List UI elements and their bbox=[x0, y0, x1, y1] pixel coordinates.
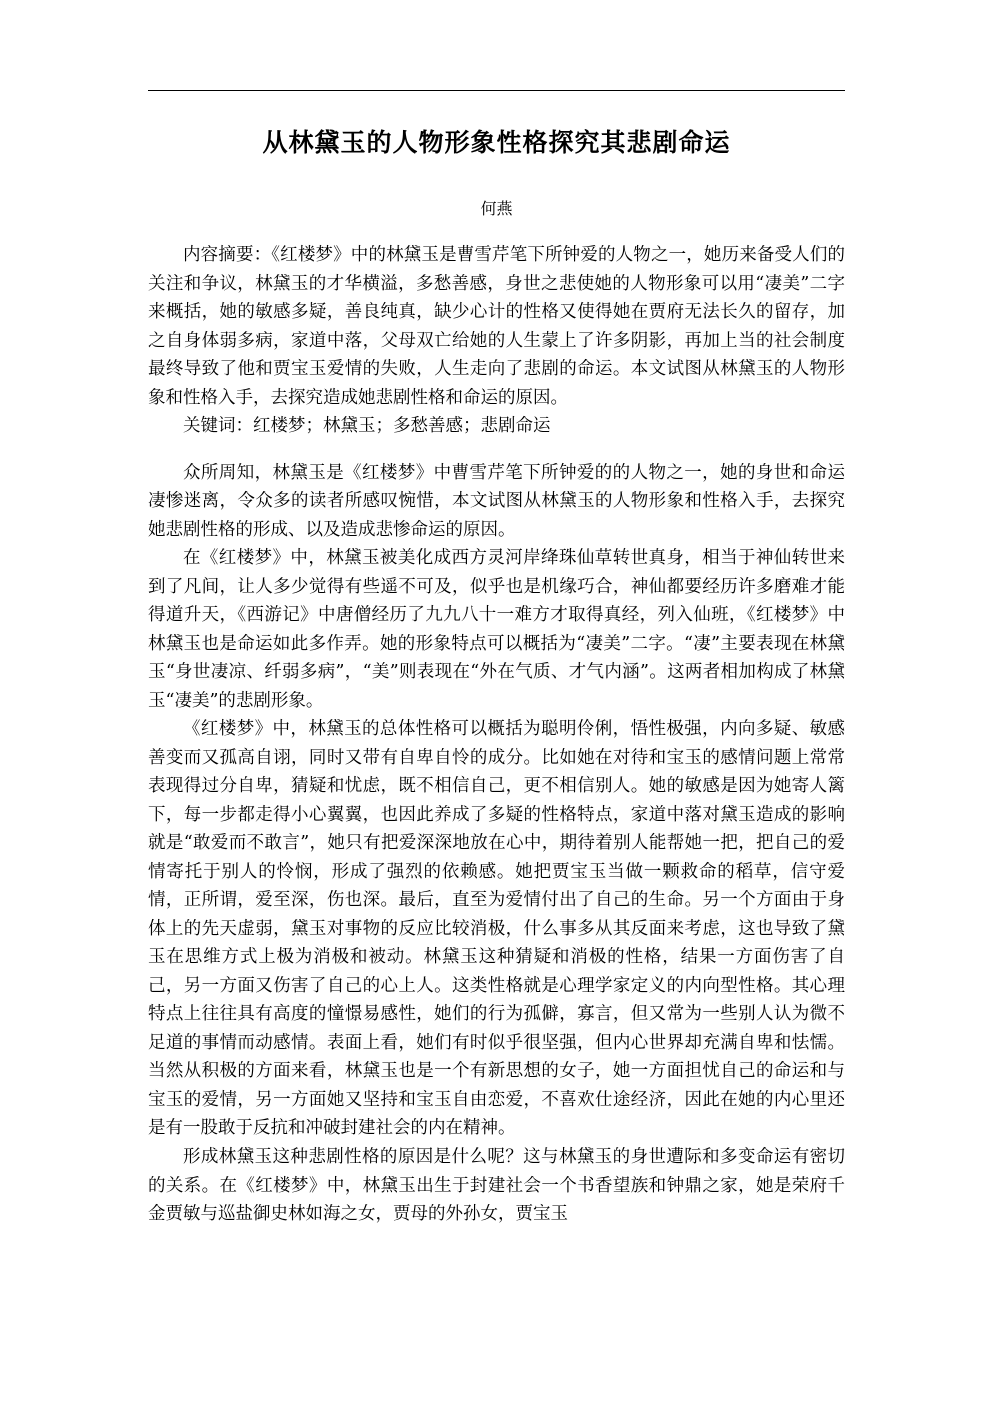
body-paragraph: 众所周知，林黛玉是《红楼梦》中曹雪芹笔下所钟爱的的人物之一，她的身世和命运凄惨迷离，令众多的读者所感叹惋惜，本文试图从林黛玉的人物形象和性格入手，去探究她悲剧性格的形成、以及造成悲惨命运的原因。 bbox=[148, 462, 845, 540]
section-spacer bbox=[148, 441, 845, 459]
author-name: 何燕 bbox=[480, 199, 513, 218]
body-paragraph: 形成林黛玉这种悲剧性格的原因是什么呢？这与林黛玉的身世遭际和多变命运有密切的关系。在《红楼梦》中，林黛玉出生于封建社会一个书香望族和钟鼎之家，她是荣府千金贾敏与巡盐御史林如海之女，贾母的外孙女，贾宝玉 bbox=[148, 1146, 845, 1225]
header-divider bbox=[148, 90, 845, 91]
keywords-paragraph: 关键词：红楼梦；林黛玉；多愁善感；悲剧命运 bbox=[183, 416, 551, 437]
page-title: 从林黛玉的人物形象性格探究其悲剧命运 bbox=[262, 128, 731, 157]
document-body bbox=[148, 219, 845, 1229]
abstract-paragraph: 内容摘要：《红楼梦》中的林黛玉是曹雪芹笔下所钟爱的人物之一，她历来备受人们的关注和争议，林黛玉的才华横溢，多愁善感，身世之悲使她的人物形象可以用“凄美”二字来概括，她的敏感多疑，善良纯真，缺少心计的性格又使得她在贾府无法长久的留存，加之自身体弱多病，家道中落，父母双亡给她的人生蒙上了许多阴影，再加上当的社会制度最终导致了他和贾宝玉爱情的失败，人生走向了悲剧的命运。本文试图从林黛玉的人物形象和性格入手，去探究造成她悲剧性格和命运的原因。 bbox=[148, 245, 845, 408]
body-paragraph: 在《红楼梦》中，林黛玉被美化成西方灵河岸绛珠仙草转世真身，相当于神仙转世来到了凡间，让人多少觉得有些遥不可及，似乎也是机缘巧合，神仙都要经历许多磨难才能得道升天，《西游记》中唐僧经历了九九八十一难方才取得真经，列入仙班，《红楼梦》中林黛玉也是命运如此多作弄。她的形象特点可以概括为“凄美”二字。“凄”主要表现在林黛玉“身世凄凉、纤弱多病”，“美”则表现在“外在气质、才气内涵”。这两者相加构成了林黛玉“凄美”的悲剧形象。 bbox=[148, 548, 845, 711]
body-paragraph: 《红楼梦》中，林黛玉的总体性格可以概括为聪明伶俐，悟性极强，内向多疑、敏感善变而又孤高自诩，同时又带有自卑自怜的成分。比如她在对待和宝玉的感情问题上常常表现得过分自卑，猜疑和忧虑，既不相信自己，更不相信别人。她的敏感是因为她寄人篱下，每一步都走得小心翼翼，也因此养成了多疑的性格特点，家道中落对黛玉造成的影响就是“敢爱而不敢言”，她只有把爱深深地放在心中，期待着别人能帮她一把，把自己的爱情寄托于别人的怜悯，形成了强烈的依赖感。她把贾宝玉当做一颗救命的稻草，信守爱情，正所谓，爱至深，伤也深。最后，直至为爱情付出了自己的生命。另一个方面由于身体上的先天虚弱，黛玉对事物的反应比较消极，什么事多从其反面来考虑，这也导致了黛玉在思维方式上极为消极和被动。林黛玉这种猜疑和消极的性格，结果一方面伤害了自己，另一方面又伤害了自己的心上人。这类性格就是心理学家定义的内向型性格。其心理特点上往往具有高度的憧憬易感性，她们的行为孤僻，寡言，但又常为一些别人认为微不足道的事情而动感情。表面上看，她们有时似乎很坚强，但内心世界却充满自卑和怯懦。当然从积极的方面来看，林黛玉也是一个有新思想的女子，她一方面担忧自己的命运和与宝玉的爱情，另一方面她又坚持和宝玉自由恋爱，不喜欢仕途经济，因此在她的内心里还是有一股敢于反抗和冲破封建社会的内在精神。 bbox=[148, 719, 845, 1139]
